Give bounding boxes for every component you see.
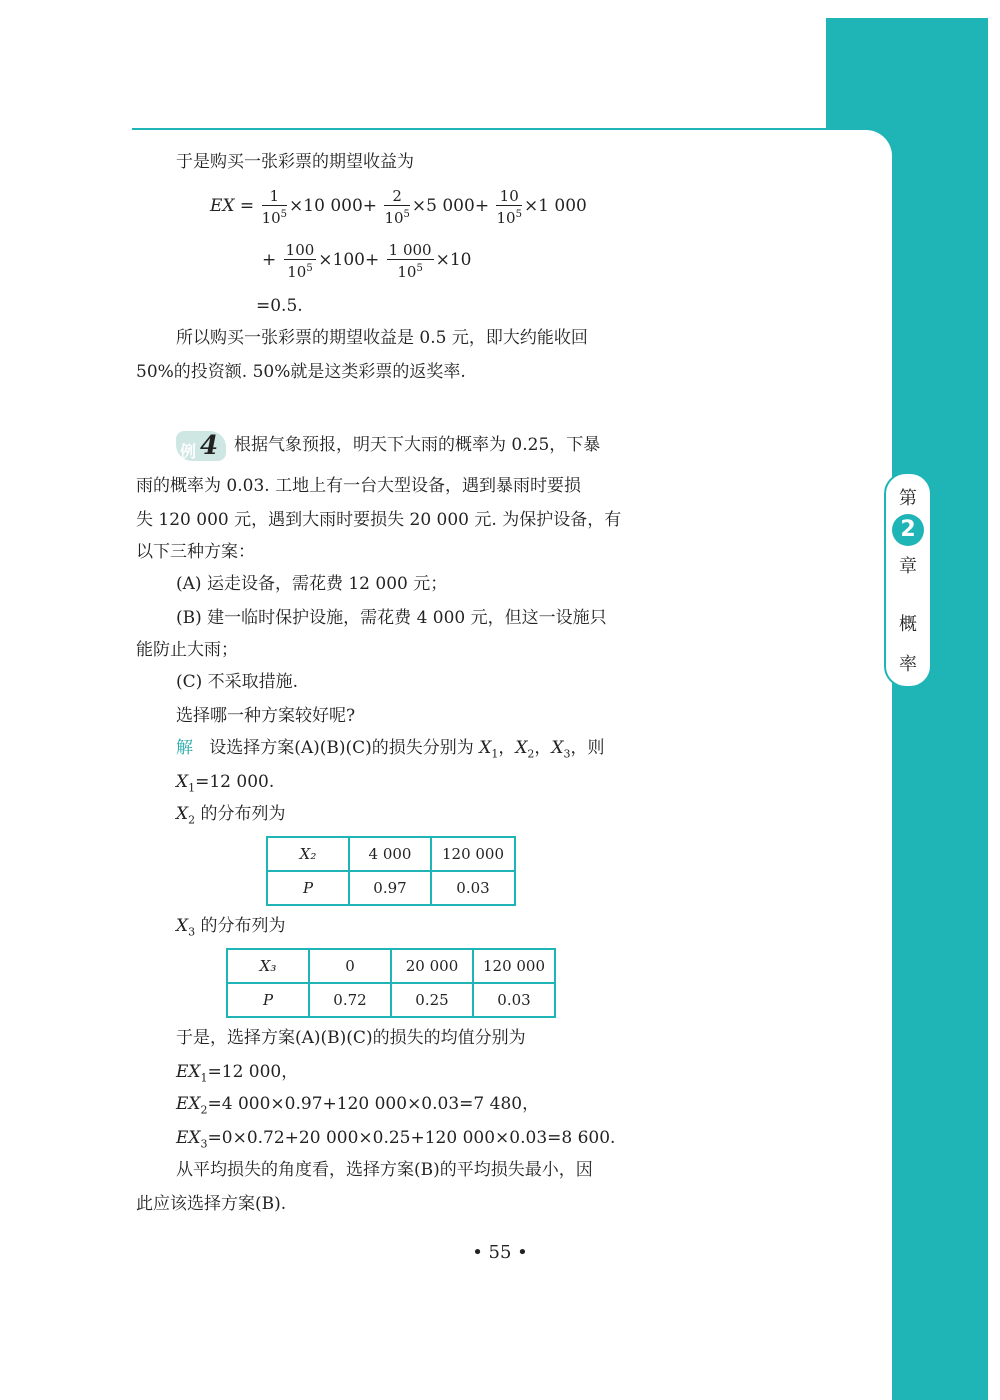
table-row: P 0.97 0.03: [267, 871, 515, 905]
panel-corner: [826, 128, 894, 1400]
fraction-1: $\frac{1}{10^5}$: [261, 186, 288, 227]
fraction-3: $\frac{10}{10^5}$: [496, 186, 522, 227]
chapter-suffix: 章: [899, 556, 917, 577]
mean-ex1: $EX_1=12$ 000，: [176, 1062, 299, 1085]
means-intro: 于是，选择方案(A)(B)(C)的损失的均值分别为: [176, 1028, 526, 1048]
ex-formula-line2: + $\frac{100}{10^5}$ ×100+ $\frac{1 000}{10^5}$ ×10: [262, 240, 472, 281]
x3-distribution-table: [226, 948, 556, 1018]
option-b-line1: (B) 建一临时保护设施，需花费 4 000 元，但这一设施只: [176, 608, 607, 628]
fraction-4: $\frac{100}{10^5}$: [285, 240, 315, 281]
ex-formula-line1: EX = $\frac{1}{10^5}$ ×10 000+ $\frac{2}{10^5}$ ×5 000+ $\frac{10}{10^5}$ ×1 000: [210, 186, 587, 227]
chapter-title-1: 概: [899, 614, 917, 635]
lottery-conclusion-1: 所以购买一张彩票的期望收益是 0.5 元，即大约能收回: [176, 328, 588, 348]
option-a: (A) 运走设备，需花费 12 000 元；: [176, 574, 448, 594]
x2-distribution-table: [266, 836, 516, 906]
lottery-intro: 于是购买一张彩票的期望收益为: [176, 152, 414, 172]
lottery-conclusion-2: 50%的投资额. 50%就是这类彩票的返奖率.: [136, 362, 466, 382]
page-number: • 55 •: [472, 1242, 528, 1263]
chapter-title-2: 率: [899, 654, 917, 675]
final-line2: 此应该选择方案(B).: [136, 1194, 287, 1214]
fraction-2: $\frac{2}{10^5}$: [384, 186, 410, 227]
solution-x1: $X_1=12$ 000.: [176, 772, 275, 795]
table-row: X₂ 4 000 120 000: [267, 837, 515, 871]
mean-ex3: $EX_3=0\times 0.72+20$ 000×0.25+120 000×0.03=8 600.: [176, 1128, 616, 1151]
mean-ex2: $EX_2=4$ 000×0.97+120 000×0.03=7 480，: [176, 1094, 540, 1117]
chapter-prefix: 第: [899, 488, 917, 509]
ex-symbol: EX: [210, 196, 235, 216]
x2-dist-intro: $X_2$ 的分布列为: [176, 804, 286, 827]
example-4-line1: 例 4 根据气象预报，明天下大雨的概率为 0.25，下暴: [176, 428, 600, 462]
x3-dist-intro: $X_3$ 的分布列为: [176, 916, 286, 939]
header-rule: [132, 128, 826, 130]
example-badge: 例 4: [176, 431, 226, 461]
final-line1: 从平均损失的角度看，选择方案(B)的平均损失最小，因: [176, 1160, 593, 1180]
table-row: X₃ 0 20 000 120 000: [227, 949, 555, 983]
chapter-number: 2: [892, 514, 924, 546]
chapter-tab: [884, 472, 932, 688]
option-c: (C) 不采取措施.: [176, 672, 299, 692]
solution-line1: 解 设选择方案(A)(B)(C)的损失分别为 $X_1$，$X_2$，$X_3$，则: [176, 738, 605, 761]
example-4-line2: 雨的概率为 0.03. 工地上有一台大型设备，遇到暴雨时要损: [136, 476, 582, 496]
example-question: 选择哪一种方案较好呢?: [176, 706, 356, 726]
example-4-line3: 失 120 000 元，遇到大雨时要损失 20 000 元. 为保护设备，有: [136, 510, 622, 530]
solution-label: 解: [176, 738, 193, 758]
table-row: P 0.72 0.25 0.03: [227, 983, 555, 1017]
ex-result: =0.5.: [256, 296, 303, 316]
option-b-line2: 能防止大雨；: [136, 640, 238, 660]
example-4-line4: 以下三种方案：: [136, 542, 255, 562]
fraction-5: $\frac{1 000}{10^5}$: [388, 240, 432, 281]
